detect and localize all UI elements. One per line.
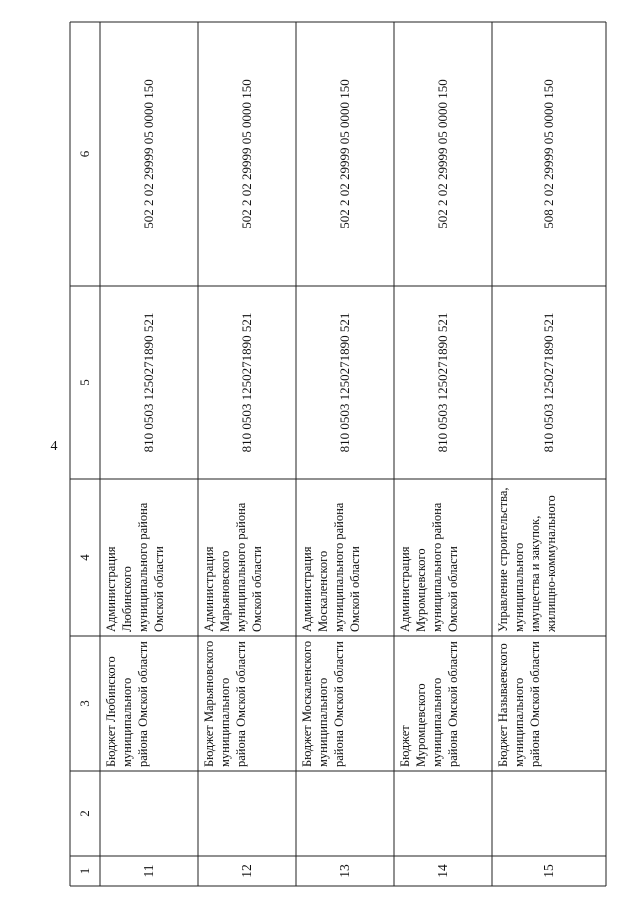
row-budget: Бюджет Москаленского муниципального района Омской области (300, 640, 346, 767)
row-number: 13 (337, 864, 352, 878)
row-number: 12 (239, 864, 254, 878)
row-col2 (100, 771, 198, 856)
row-budget: Бюджет Любинского муниципального района Омской области (104, 641, 150, 767)
row-code-expense: 810 0503 1250271890 521 (435, 312, 450, 453)
row-code-revenue: 508 2 02 29999 05 0000 150 (541, 79, 556, 229)
row-budget: Бюджет Называевского муниципального района Омской области (496, 641, 542, 767)
rotated-table-body (70, 22, 606, 886)
row-number: 15 (541, 864, 556, 878)
row-administrator: Администрация Любинского муниципального района Омской области (104, 502, 166, 632)
row-code-revenue: 502 2 02 29999 05 0000 150 (435, 79, 450, 229)
row-number: 14 (435, 864, 450, 878)
row-administrator: Администрация Муромцевского муниципального района Омской области (398, 502, 460, 632)
row-number: 11 (141, 864, 156, 878)
header-col-6: 6 (77, 150, 92, 158)
row-code-expense: 810 0503 1250271890 521 (337, 312, 352, 453)
header-col-2: 2 (77, 810, 92, 817)
header-col-1: 1 (77, 867, 92, 875)
header-col-4: 4 (77, 554, 92, 561)
row-code-revenue: 502 2 02 29999 05 0000 150 (141, 79, 156, 229)
data-table (70, 22, 606, 886)
row-administrator: Администрация Марьяновского муниципального района Омской области (202, 502, 264, 632)
row-col2 (198, 771, 296, 856)
row-budget: Бюджет Муромцевского муниципального района Омской области (398, 641, 460, 767)
row-col2 (394, 771, 492, 856)
row-code-revenue: 502 2 02 29999 05 0000 150 (337, 79, 352, 229)
header-col-5: 5 (77, 379, 92, 386)
row-code-expense: 810 0503 1250271890 521 (541, 312, 556, 453)
row-code-expense: 810 0503 1250271890 521 (141, 312, 156, 453)
page-number: 4 (50, 439, 58, 454)
row-code-revenue: 502 2 02 29999 05 0000 150 (239, 79, 254, 229)
row-administrator: Управление строительства, муниципального имущества и закупок, жилищно-коммунального (496, 487, 558, 632)
row-code-expense: 810 0503 1250271890 521 (239, 312, 254, 453)
header-col-3: 3 (77, 700, 92, 707)
row-budget: Бюджет Марьяновского муниципального района Омской области (202, 640, 248, 767)
row-administrator: Администрация Москаленского муниципального района Омской области (300, 502, 362, 632)
row-col2 (492, 771, 606, 856)
row-col2 (296, 771, 394, 856)
